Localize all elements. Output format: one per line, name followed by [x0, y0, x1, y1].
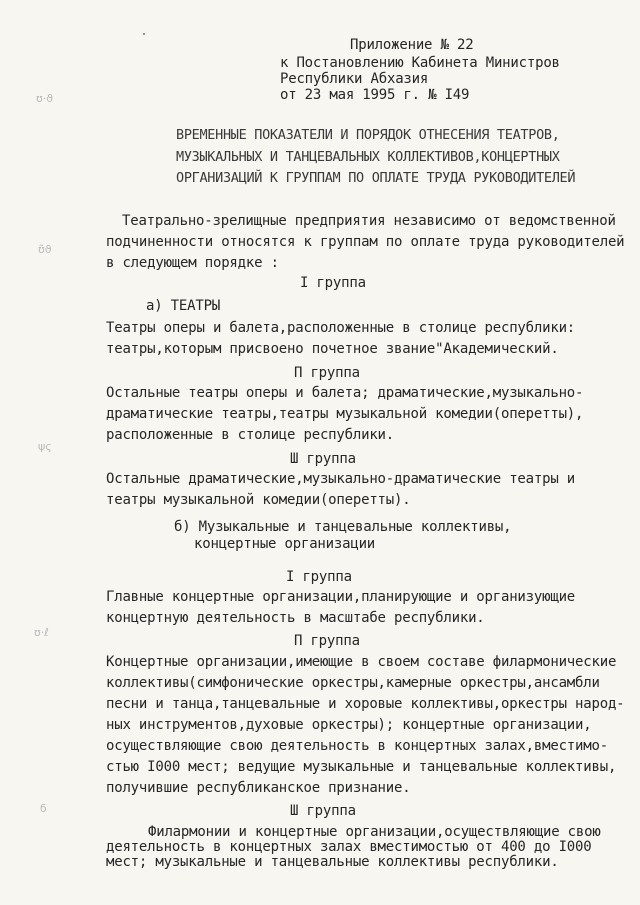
section-b-group-2-line-4: ных инструментов,духовые оркестры); концертные организации, [106, 717, 592, 733]
intro-line-3: в следующем порядке : [106, 255, 279, 271]
section-b-group-2-line-7: получившие республиканское признание. [106, 780, 411, 796]
section-b-group-2-line-3: песни и танца,танцевальные и хоровые коллективы,оркестры народ- [106, 696, 625, 712]
document-title-line-2: МУЗЫКАЛЬНЫХ И ТАНЦЕВАЛЬНЫХ КОЛЛЕКТИВОВ,КОНЦЕРТНЫХ [176, 149, 560, 165]
section-a-group-3-line-1: Остальные драматические,музыкально-драматические театры и [106, 471, 576, 487]
section-b-group-3-line-3: мест; музыкальные и танцевальные коллективы республики. [106, 854, 559, 870]
margin-mark-2: ʊ̃ϑ [38, 243, 52, 256]
intro-line-2: подчиненности относятся к группам по оплате труда руководителей [106, 234, 625, 250]
decree-date: от 23 мая 1995 г. № I49 [280, 87, 470, 103]
section-a-subtitle: а) ТЕАТРЫ [146, 298, 221, 314]
margin-mark-3: ψς [38, 440, 52, 453]
section-a-group-3-line-2: театры музыкальной комедии(оперетты). [106, 492, 411, 508]
section-b-group-3-line-2: деятельность в концертных залах вместимостью от 400 до I000 [106, 839, 592, 855]
section-b-group-2-line-1: Концертные организации,имеющие в своем составе филармонические [106, 654, 617, 670]
document-title-line-3: ОРГАНИЗАЦИЙ К ГРУППАМ ПО ОПЛАТЕ ТРУДА РУКОВОДИТЕЛЕЙ [176, 170, 576, 186]
appendix-number: Приложение № 22 [350, 37, 474, 53]
section-b-group-2-line-2: коллективы(симфонические оркестры,камерные оркестры,ансамбли [106, 675, 600, 691]
section-b-subtitle-line-2: концертные организации [194, 536, 376, 552]
section-a-group-2-line-1: Остальные театры оперы и балета; драматические,музыкально- [106, 385, 584, 401]
margin-mark-4: ʊ·ℓ [34, 626, 49, 639]
scan-speck [143, 33, 145, 35]
section-b-group-1-line-2: концертную деятельность в масштабе республики. [106, 610, 485, 626]
section-b-group-3-heading: Ш группа [290, 803, 356, 819]
section-b-group-3-line-1: Филармонии и концертные организации,осуществляющие свою [148, 824, 601, 840]
section-a-group-3-heading: Ш группа [290, 451, 356, 467]
section-b-group-1-heading: I группа [286, 569, 352, 585]
section-b-group-2-line-5: осуществляющие свою деятельность в концертных залах,вместимо- [106, 738, 608, 754]
section-a-group-1-line-1: Театры оперы и балета,расположенные в столице республики: [106, 320, 576, 336]
section-a-group-2-line-3: расположенные в столице республики. [106, 427, 395, 443]
republic-name: Республики Абхазия [280, 71, 429, 87]
section-a-group-2-heading: П группа [294, 365, 360, 381]
section-b-subtitle-line-1: б) Музыкальные и танцевальные коллективы, [174, 519, 512, 535]
section-a-group-2-line-2: драматические театры,театры музыкальной комедии(оперетты), [106, 406, 584, 422]
margin-mark-5: ϭ [40, 802, 47, 815]
section-b-group-2-line-6: стью I000 мест; ведущие музыкальные и танцевальные коллективы, [106, 759, 617, 775]
intro-line-1: Театрально-зрелищные предприятия независимо от ведомственной [122, 213, 616, 229]
section-b-group-2-heading: П группа [294, 633, 360, 649]
margin-mark-1: ʊ·ϑ [36, 92, 54, 105]
section-a-group-1-heading: I группа [300, 275, 366, 291]
section-b-group-1-line-1: Главные концертные организации,планирующие и организующие [106, 589, 576, 605]
decree-reference: к Постановлению Кабинета Министров [280, 55, 560, 71]
section-a-group-1-line-2: театры,которым присвоено почетное звание"Академический. [106, 341, 559, 357]
document-title-line-1: ВРЕМЕННЫЕ ПОКАЗАТЕЛИ И ПОРЯДОК ОТНЕСЕНИЯ ТЕАТРОВ, [176, 127, 560, 143]
